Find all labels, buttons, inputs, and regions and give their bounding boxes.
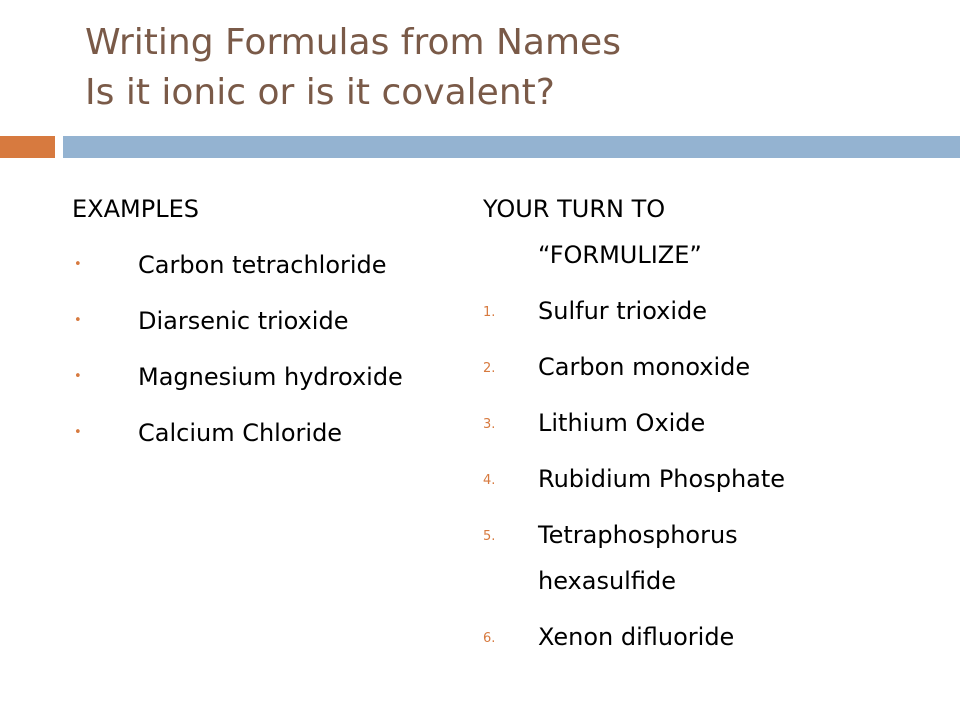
item-number: 4. bbox=[483, 473, 496, 488]
your-turn-column bbox=[483, 186, 943, 670]
your-turn-item-text: Tetraphosphorus hexasulfide bbox=[538, 521, 738, 595]
accent-bar-orange bbox=[0, 136, 55, 158]
item-number: 5. bbox=[483, 529, 496, 544]
your-turn-list bbox=[483, 288, 943, 660]
your-turn-item-text: Xenon difluoride bbox=[538, 623, 735, 651]
slide-title bbox=[85, 18, 945, 118]
list-item bbox=[483, 288, 943, 334]
your-turn-item-text: Rubidium Phosphate bbox=[538, 465, 786, 493]
bullet-icon: • bbox=[74, 369, 82, 384]
list-item bbox=[483, 614, 943, 660]
your-turn-item-text: Lithium Oxide bbox=[538, 409, 706, 437]
example-item-text: Magnesium hydroxide bbox=[138, 363, 403, 391]
your-turn-item-text: Sulfur trioxide bbox=[538, 297, 708, 325]
bullet-icon: • bbox=[74, 425, 82, 440]
list-item bbox=[72, 298, 442, 344]
list-item bbox=[483, 344, 943, 390]
examples-heading: EXAMPLES bbox=[72, 195, 199, 223]
list-item bbox=[72, 354, 442, 400]
list-item bbox=[483, 456, 943, 502]
bullet-icon: • bbox=[74, 257, 82, 272]
slide-title-line-1: Writing Formulas from Names bbox=[85, 22, 621, 63]
examples-list bbox=[72, 242, 442, 456]
slide-title-line-2: Is it ionic or is it covalent? bbox=[85, 72, 555, 113]
example-item-text: Carbon tetrachloride bbox=[138, 251, 387, 279]
example-item-text: Calcium Chloride bbox=[138, 419, 343, 447]
accent-bar-blue bbox=[63, 136, 960, 158]
list-item bbox=[483, 400, 943, 446]
your-turn-item-text: Carbon monoxide bbox=[538, 353, 751, 381]
item-number: 2. bbox=[483, 361, 496, 376]
item-number: 3. bbox=[483, 417, 496, 432]
examples-column bbox=[72, 186, 442, 466]
list-item bbox=[72, 410, 442, 456]
bullet-icon: • bbox=[74, 313, 82, 328]
example-item-text: Diarsenic trioxide bbox=[138, 307, 349, 335]
your-turn-heading-line-1: YOUR TURN TO bbox=[483, 195, 666, 223]
list-item bbox=[483, 512, 943, 604]
item-number: 1. bbox=[483, 305, 496, 320]
your-turn-heading-line-2: “FORMULIZE” bbox=[538, 241, 702, 269]
item-number: 6. bbox=[483, 631, 496, 646]
your-turn-heading bbox=[483, 186, 943, 278]
list-item bbox=[72, 242, 442, 288]
